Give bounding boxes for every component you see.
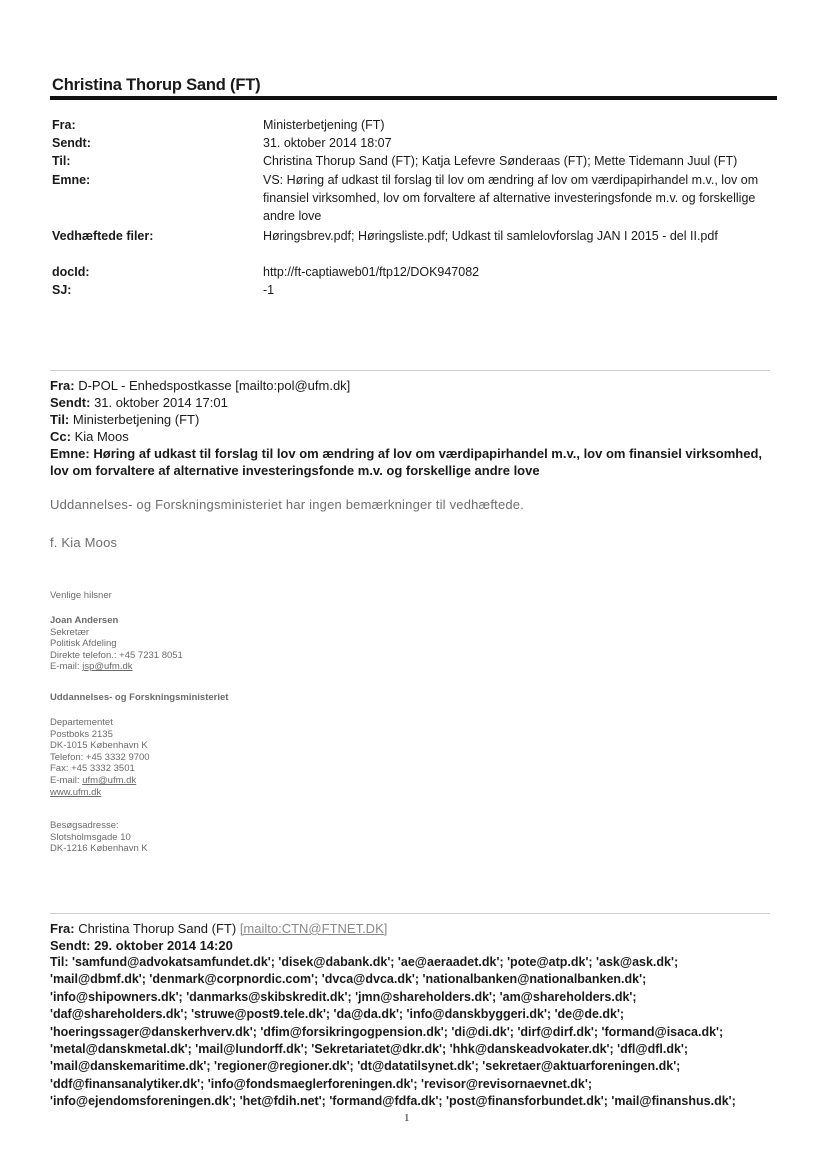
forward1-cc: Kia Moos — [74, 429, 129, 444]
meta-label: Vedhæftede filer: — [52, 229, 154, 243]
recipient-line: 'mail@danskemaritime.dk'; 'regioner@regioner.dk'; 'dt@datatilsynet.dk'; 'sekretaer@aktuarforeningen.dk'; — [50, 1059, 681, 1074]
visit-line: DK-1216 København K — [50, 843, 148, 855]
recipient-line: 'ddf@finansanalytiker.dk'; 'info@fondsmaeglerforeningen.dk'; 'revisor@revisornaevnet.dk'; — [50, 1076, 593, 1091]
field-label: Emne: — [50, 446, 90, 461]
forward1-subject: Høring af udkast til forslag til lov om ændring af lov om værdipapirhandel m.v., lov om finansiel virksomhed, lov om forvaltere af alternative investeringsfonde m.v. og forskellige andre love — [50, 446, 763, 478]
address-line: Postboks 2135 — [50, 728, 113, 740]
page-title: Christina Thorup Sand (FT) — [52, 76, 261, 94]
meta-label: docId: — [52, 265, 90, 279]
message-divider — [50, 370, 770, 371]
signature-org: Uddannelses- og Forskningsministeriet — [50, 692, 229, 703]
message-divider — [50, 913, 770, 914]
docid-link[interactable]: http://ft-captiaweb01/ftp12/DOK947082 — [263, 265, 480, 279]
email-link[interactable]: jsp@ufm.dk — [82, 661, 133, 673]
field-label: Til: — [50, 412, 70, 427]
signature-address — [50, 717, 150, 798]
address-line: Telefon: +45 3332 9700 — [50, 751, 150, 763]
recipient-line: 'metal@danskmetal.dk'; 'mail@lundorff.dk'; 'Sekretariatet@dkr.dk'; 'hhk@danskeadvokater.dk'; 'dfl@dfl.dk'; — [50, 1042, 689, 1057]
address-line: Departementet — [50, 717, 113, 728]
field-label: Fra: — [50, 921, 75, 936]
field-label: Sendt: — [50, 395, 91, 410]
recipient-line: 'hoeringssager@danskerhverv.dk'; 'dfim@forsikringogpension.dk'; 'di@di.dk'; 'dirf@dirf.dk'; 'formand@isaca.dk'; — [50, 1024, 724, 1039]
recipient-line: 'info@ejendomsforeningen.dk'; 'het@fdih.net'; 'formand@fdfa.dk'; 'post@finansforbundet.dk'; 'mail@finanshus.dk'; — [50, 1094, 736, 1109]
message-body: Uddannelses- og Forskningsministeriet har ingen bemærkninger til vedhæftede. — [50, 497, 525, 512]
forward1-from: D-POL - Enhedspostkasse [mailto:pol@ufm.dk] — [78, 378, 351, 393]
meta-label: Fra: — [52, 118, 76, 132]
meta-value: Ministerbetjening (FT) — [263, 118, 385, 132]
visit-address — [50, 820, 148, 855]
forward1-header — [50, 377, 770, 479]
field-label: Fra: — [50, 378, 75, 393]
forward1-to: Ministerbetjening (FT) — [72, 412, 200, 427]
meta-label: Emne: — [52, 173, 91, 187]
forward2-header — [50, 920, 770, 954]
meta-label: SJ: — [52, 283, 72, 297]
meta-label: Sendt: — [52, 136, 91, 150]
meta-value: Christina Thorup Sand (FT); Katja Lefevre Sønderaas (FT); Mette Tidemann Juul (FT) — [263, 154, 738, 168]
signature-phone: Direkte telefon.: +45 7231 8051 — [50, 649, 183, 661]
recipient-line: 'samfund@advokatsamfundet.dk'; 'disek@dabank.dk'; 'ae@aeraadet.dk'; 'pote@atp.dk'; 'ask@ask.dk'; — [72, 955, 679, 969]
signature-role: Sekretær — [50, 626, 90, 638]
visit-label: Besøgsadresse: — [50, 820, 119, 831]
address-line: DK-1015 København K — [50, 740, 148, 752]
forward2-sent: 29. oktober 2014 14:20 — [94, 938, 233, 953]
org-email-link[interactable]: ufm@ufm.dk — [82, 774, 137, 786]
forward1-sent: 31. oktober 2014 17:01 — [94, 395, 228, 410]
recipient-line: 'daf@shareholders.dk'; 'struwe@post9.tele.dk'; 'da@da.dk'; 'info@danskbyggeri.dk'; 'de@de.dk'; — [50, 1007, 625, 1022]
signature-name: Joan Andersen — [50, 615, 119, 626]
meta-value: -1 — [263, 283, 275, 297]
meta-value: VS: Høring af udkast til forslag til lov om ændring af lov om værdipapirhandel m.v., lov om finansiel virksomhed, lov om forvaltere af alternative investeringsfonde m.v. og forskellige andre love — [263, 173, 759, 223]
forward2-from: Christina Thorup Sand (FT) — [78, 921, 237, 936]
email-label: E-mail: — [50, 774, 83, 786]
greeting: Venlige hilsner — [50, 590, 112, 601]
recipient-line: 'mail@dbmf.dk'; 'denmark@corpnordic.com'; 'dvca@dvca.dk'; 'nationalbanken@nationalbanken.dk'; — [50, 972, 647, 987]
field-label: Til: — [50, 955, 69, 969]
signature-dept: Politisk Afdeling — [50, 638, 117, 650]
page-number: 1 — [404, 1112, 410, 1124]
title-divider — [50, 96, 777, 100]
message-signoff: f. Kia Moos — [50, 535, 118, 550]
meta-value: 31. oktober 2014 18:07 — [263, 136, 392, 150]
field-label: Cc: — [50, 429, 71, 444]
forward2-recipient-list — [50, 954, 780, 1111]
attachments-value: Høringsbrev.pdf; Høringsliste.pdf; Udkast til samlelovforslag JAN I 2015 - del II.pdf — [263, 229, 718, 243]
field-label: Sendt: — [50, 938, 91, 953]
forward2-mailto-link[interactable]: [mailto:CTN@FTNET.DK] — [239, 921, 388, 936]
address-line: Fax: +45 3332 3501 — [50, 763, 135, 775]
signature-contact — [50, 615, 183, 673]
website-link[interactable]: www.ufm.dk — [50, 786, 102, 798]
visit-line: Slotsholmsgade 10 — [50, 831, 131, 843]
email-label: E-mail: — [50, 661, 83, 673]
recipient-line: 'info@shipowners.dk'; 'danmarks@skibskredit.dk'; 'jmn@shareholders.dk'; 'am@shareholders.dk'; — [50, 989, 637, 1004]
meta-label: Til: — [52, 154, 71, 168]
